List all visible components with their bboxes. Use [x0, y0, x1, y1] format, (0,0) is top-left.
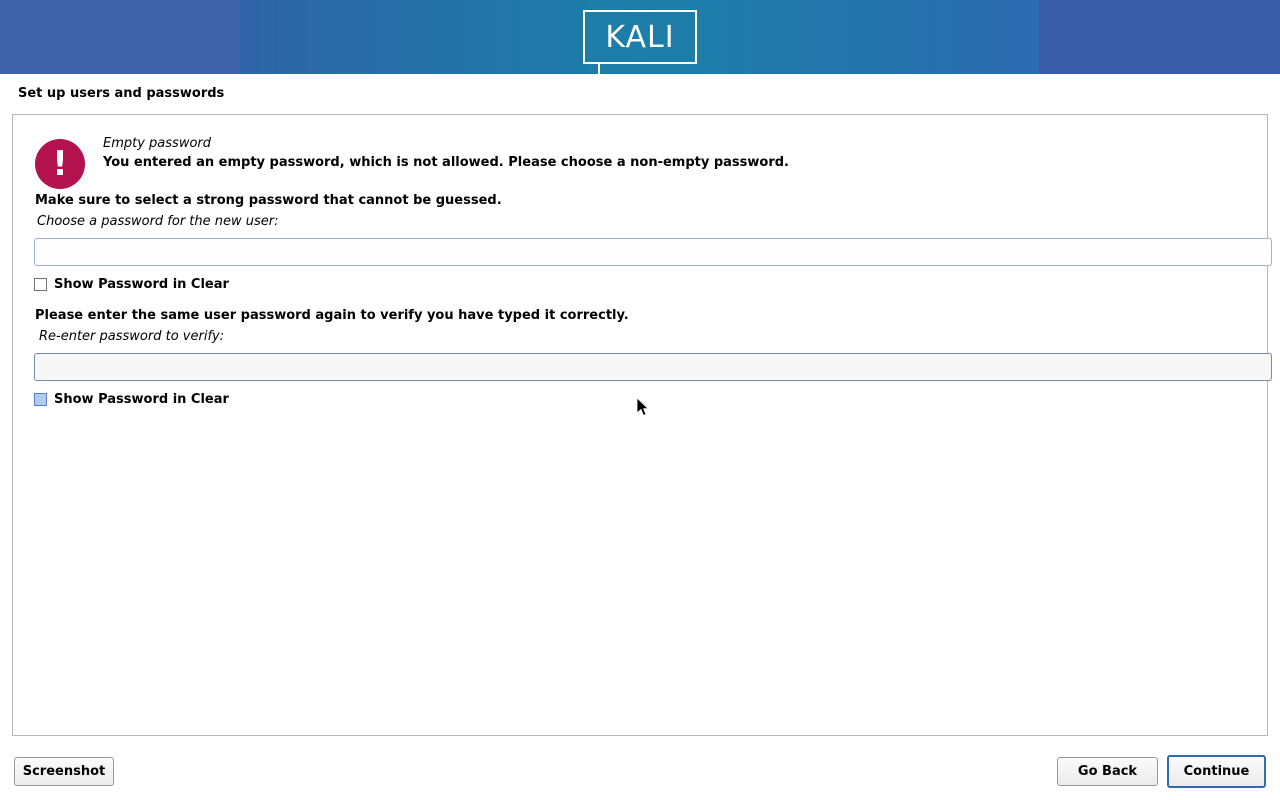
show-password-row-1[interactable] [34, 277, 229, 292]
error-title: Empty password [103, 136, 211, 151]
show-password-checkbox-1[interactable] [34, 278, 47, 291]
banner-left-fill [0, 0, 241, 74]
password-field-label: Choose a password for the new user: [37, 214, 279, 229]
installer-content-panel [12, 114, 1268, 736]
banner-right-fill [1039, 0, 1280, 74]
show-password-row-2[interactable] [34, 392, 229, 407]
verify-field-label: Re-enter password to verify: [39, 329, 225, 344]
kali-logo-icon: KALI [583, 10, 697, 64]
strong-password-note: Make sure to select a strong password that cannot be guessed. [35, 193, 502, 208]
show-password-label-1: Show Password in Clear [54, 277, 229, 292]
show-password-label-2: Show Password in Clear [54, 392, 229, 407]
error-exclamation-icon: ! [35, 139, 85, 189]
verify-password-note: Please enter the same user password again to verify you have typed it correctly. [35, 308, 629, 323]
error-body: You entered an empty password, which is not allowed. Please choose a non-empty password. [103, 155, 789, 170]
show-password-checkbox-2[interactable] [34, 393, 47, 406]
kali-logo-tail [598, 62, 600, 74]
continue-button[interactable]: Continue [1167, 755, 1266, 788]
screenshot-button[interactable]: Screenshot [14, 757, 114, 786]
go-back-button[interactable]: Go Back [1057, 757, 1158, 786]
installer-banner [0, 0, 1280, 74]
password-input[interactable] [34, 238, 1272, 266]
page-title: Set up users and passwords [18, 86, 225, 101]
verify-password-input[interactable] [34, 353, 1272, 381]
